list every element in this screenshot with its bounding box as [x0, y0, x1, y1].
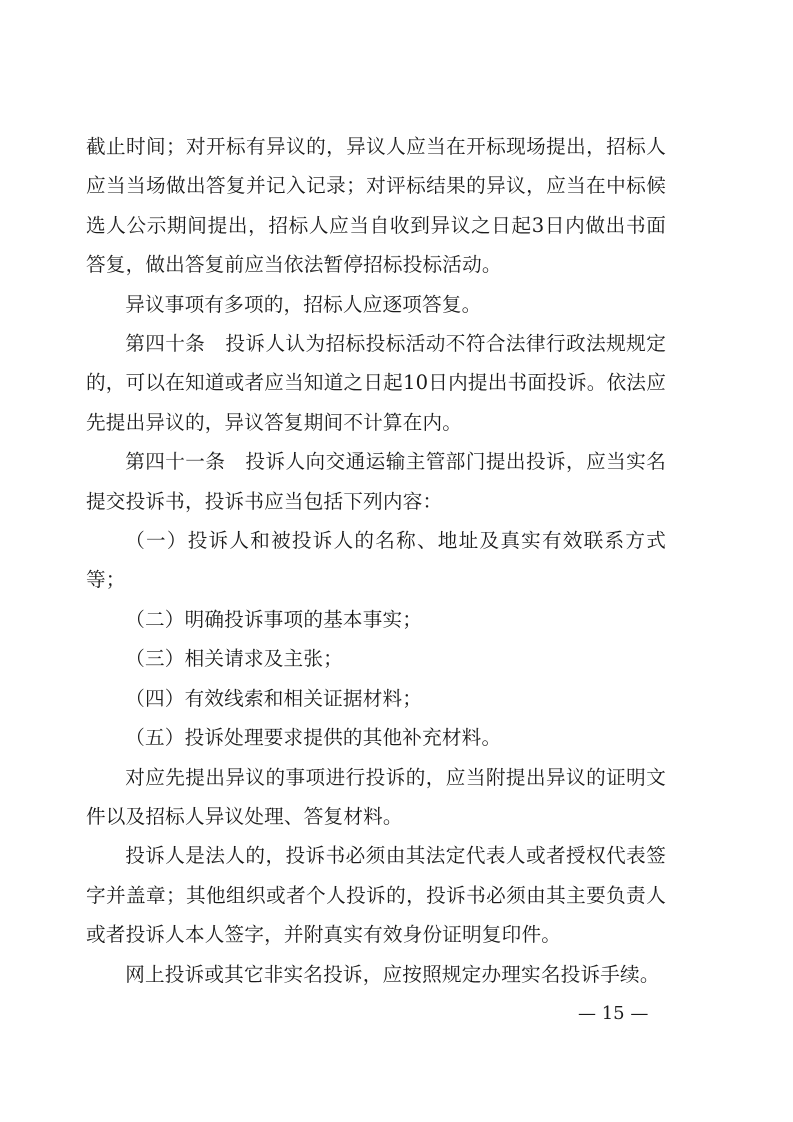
paragraph-article-40: 第四十条 投诉人认为招标投标活动不符合法律行政法规规定的，可以在知道或者应当知道之日起10日内提出书面投诉。依法应先提出异议的，异议答复期间不计算在内。 [86, 332, 666, 434]
paragraph-prior-objection: 对应先提出异议的事项进行投诉的，应当附提出异议的证明文件以及招标人异议处理、答复材料。 [86, 765, 666, 828]
list-item-4: （四）有效线索和相关证据材料； [125, 686, 423, 710]
page-number: — 15 — [578, 1003, 649, 1024]
list-item-3: （三）相关请求及主张； [125, 647, 343, 671]
list-item-2: （二）明确投诉事项的基本事实； [125, 607, 423, 631]
paragraph-article-41: 第四十一条 投诉人向交通运输主管部门提出投诉，应当实名提交投诉书，投诉书应当包括下列内容： [86, 450, 666, 513]
paragraph-objection-items: 异议事项有多项的，招标人应逐项答复。 [125, 292, 482, 316]
paragraph-online-complaint: 网上投诉或其它非实名投诉，应按照规定办理实名投诉手续。 [125, 962, 660, 986]
paragraph-continued: 截止时间；对开标有异议的，异议人应当在开标现场提出，招标人应当当场做出答复并记入记录；对评标结果的异议，应当在中标候选人公示期间提出，招标人应当自收到异议之日起3日内做出书面答复，做出答复前应当依法暂停招标投标活动。 [86, 135, 666, 277]
list-item-1: （一）投诉人和被投诉人的名称、地址及真实有效联系方式等； [86, 529, 666, 592]
document-body [86, 127, 666, 994]
paragraph-signature-requirement: 投诉人是法人的，投诉书必须由其法定代表人或者授权代表签字并盖章；其他组织或者个人投诉的，投诉书必须由其主要负责人或者投诉人本人签字，并附真实有效身份证明复印件。 [86, 844, 666, 947]
list-item-5: （五）投诉处理要求提供的其他补充材料。 [125, 726, 502, 750]
